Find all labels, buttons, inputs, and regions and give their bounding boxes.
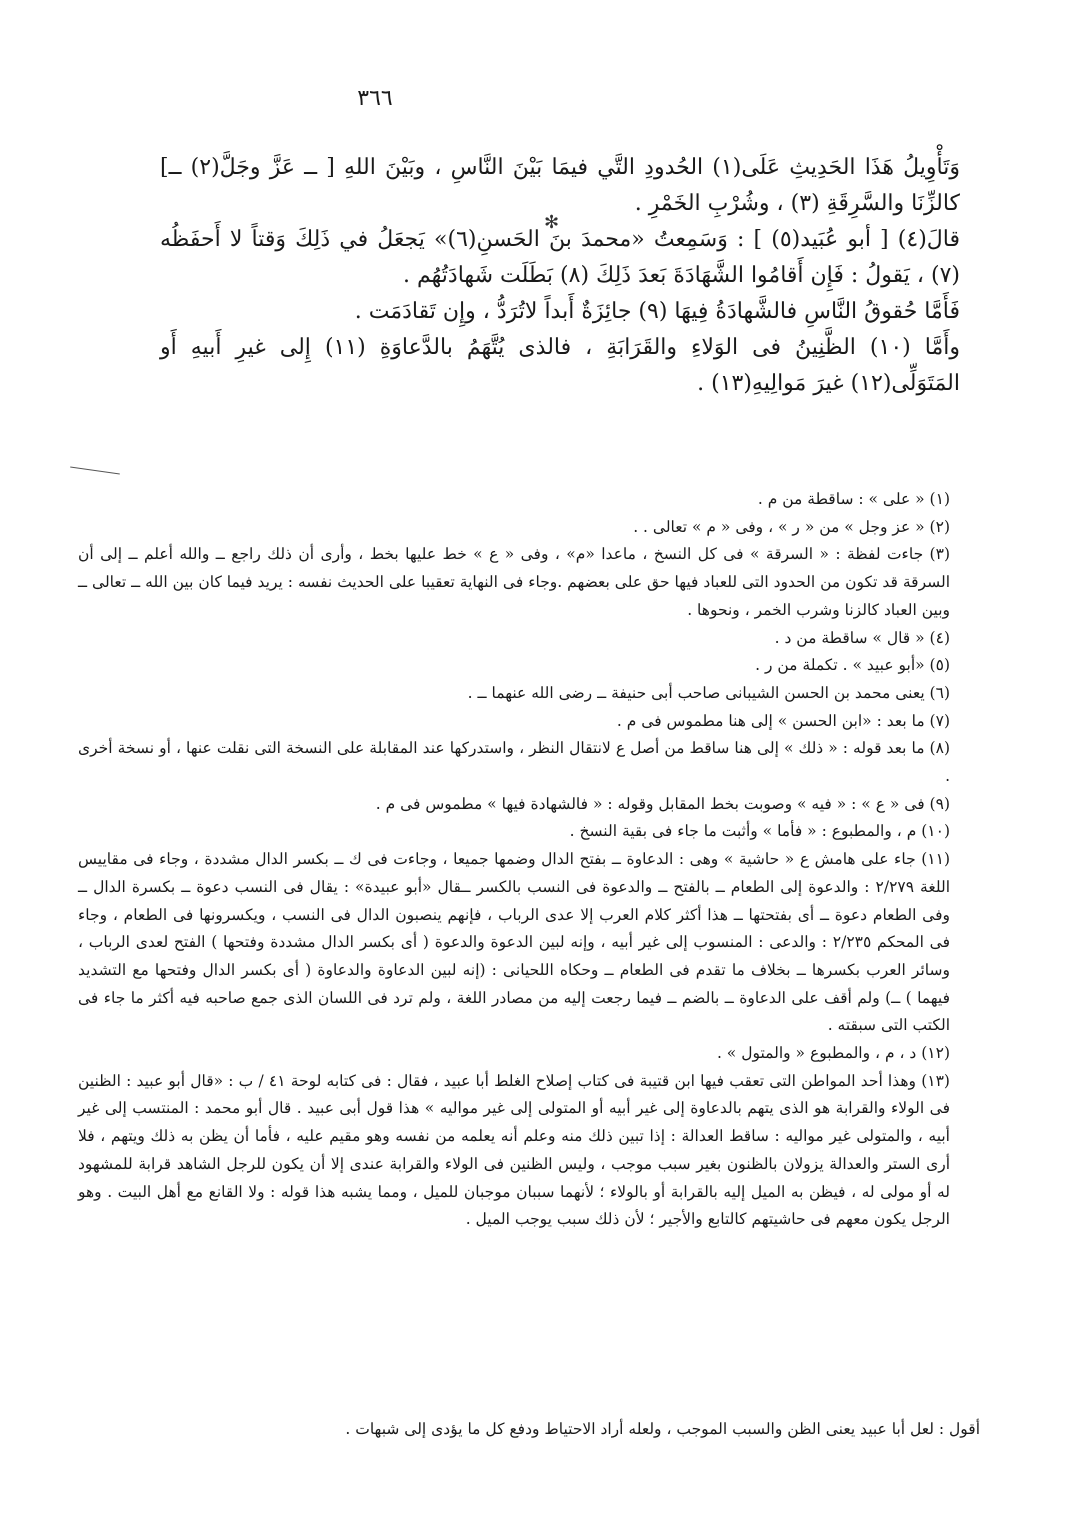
main-text: [160, 150, 960, 402]
footnote: (٩) فى « ع » : « فيه » وصوبت بخط المقابل وقوله : « فالشهادة فيها » مطموس فى م .: [375, 794, 950, 813]
footnote: (٦) يعنى محمد بن الحسن الشيبانى صاحب أبى حنيفة ــ رضى الله عنهما ــ .: [467, 683, 950, 702]
footnote: (٣) جاءت لفظة : « السرقة » فى كل النسخ ، ماعدا «م» ، وفى « ع » خط عليها بخط ، وأرى أن ذلك راجع ــ والله أعلم ــ إلى أن السرقة قد تكون من الحدود التى للعباد فيها حق على بعضهم .وجاء فى النهاية تعقيبا على الحديث نفسه : يريد فيما كان بين الله ــ تعالى ــ وبين العباد كالزنا وشرب الخمر ، ونحوها .: [78, 545, 950, 619]
footnote: (٥) «أبو عبيد » . تكملة من ر .: [755, 656, 950, 675]
footnote: (١٢) د ، م ، والمطبوع « والمتول » .: [716, 1044, 950, 1063]
footnote: (١١) جاء على هامش ع « حاشية » وهى : الدعاوة ــ بفتح الدال وضمها جميعا ، وجاءت فى ك ــ بكسر الدال مشددة ، وجاء فى مقاييس اللغة ٢/٢٧٩ : والدعوة إلى الطعام ــ بالفتح ــ والدعوة فى النسب بالكسر ــقال «أبو عبيدة» : يقال فى النسب دعوة ــ بكسرة الدال ــ وفى الطعام دعوة ــ أى بفتحتها ــ هذا أكثر كلام العرب إلا عدى الرباب ، فإنهم ينصبون الدال فى النسب ، ويكسرونها فى الطعام ، وجاء فى المحكم ٢/٢٣٥ : والدعى : المنسوب إلى غير أبيه ، وإنه لبين الدعوة والدعوة ( أى بكسر الدال مشددة وفتحها ) الفتح لعدى الرباب ، وسائر العرب بكسرها ــ بخلاف ما تقدم فى الطعام ــ وحكاه اللحيانى : (إنه لبين الدعاوة والدعاوة ( أى بكسر الدال وفتحها مع التشديد فيهما ) ــ) ولم أقف على الدعاوة ــ بالضم ــ فيما رجعت إليه من مصادر اللغة ، ولم ترد فى اللسان الذى جمع صاحبه فيه أكثر ما جاء فى الكتب التى سبقته .: [78, 850, 951, 1035]
footnote: (٧) ما بعد : «ابن الحسن » إلى هنا مطموس فى م .: [616, 711, 950, 730]
main-paragraph: وَتَأْوِيلُ هَذَا الحَدِيثِ عَلَى(١) الحُدودِ التَّي فيمَا بَيْنَ النَّاسِ ، وبَيْنَ اللهِ [ ــ عَزَّ وجَلَّ(٢) ــ] كالزِّنَا والسَّرِقَةِ (٣) ، وشُرْبِ الخَمْرِ .: [160, 155, 960, 216]
asterisk-mark: ✻: [544, 212, 560, 233]
main-paragraph: وأَمَّا (١٠) الظَّنِينُ فى الوَلاءِ والقَرَابَةِ ، فالذى يُتَّهَمُ بالدَّعاوَةِ (١١) إِلى غيرِ أَبيهِ أَو المَتَوَلِّى(١٢) غيرَ مَوالِيهِ(١٣) .: [160, 335, 960, 396]
main-paragraph: فَأَمَّا حُقوقُ النَّاسِ فالشَّهادَةُ فِيهَا (٩) جائِزَةٌ أَبداً لاتُرَدُّ ، وإِن تَقادَمَت .: [354, 299, 960, 324]
page-number: ٣٦٦: [357, 86, 393, 111]
footnote-divider: [70, 467, 120, 475]
footnotes: [78, 486, 990, 1234]
footnote: (١) « على » : ساقطة من م .: [757, 490, 950, 508]
footnote: (٤) « قال » ساقطة من د .: [774, 628, 950, 647]
footnote: (٨) ما بعد قوله : « ذلك » إلى هنا ساقط من أصل ع لانتقال النظر ، واستدركها عند المقابلة على النسخة التى نقلت عنها ، أو نسخة أخرى .: [78, 739, 950, 786]
footnote: (١٠) م ، والمطبوع : « فأما » وأثبت ما جاء فى بقية النسخ .: [569, 822, 950, 841]
footnote: (٢) « عز وجل » من « ر » ، وفى « م » تعالى . .: [633, 517, 950, 536]
footnote: (١٣) وهذا أحد المواطن التى تعقب فيها ابن قتيبة فى كتاب إصلاح الغلط أبا عبيد ، فقال : فى كتابه لوحة ٤١ / ب : «قال أبو عبيد : الظنين فى الولاء والقرابة هو الذى يتهم بالدعاوة إلى غير أبيه أو المتولى إلى غير مواليه » هذا قول أبى عبيد . قال أبو محمد : المنتسب إلى غير أبيه ، والمتولى غير مواليه : ساقط العدالة : إذا تبين ذلك منه وعلم أنه يعلمه من نفسه وهو مقيم عليه ، فأما أن يظن به ذلك ويتهم ، فلا أرى الستر والعدالة يزولان بالظنون بغير سبب موجب ، وليس الظنين فى الولاء والقرابة عندى إلا أن يكون للرجل الشاهد قرابة للمشهود له أو مولى له ، فيظن به الميل إليه بالقرابة أو بالولاء ؛ لأنهما سببان موجبان للميل ، ومما يشبه هذا قوله : ولا القانع مع أهل البيت . وهو الرجل يكون معهم فى حاشيتهم كالتابع والأجير ؛ لأن ذلك سبب يوجب الميل .: [78, 1071, 950, 1229]
closing-note: أقول : لعل أبا عبيد يعنى الظن والسبب الموجب ، ولعله أراد الاحتياط ودفع كل ما يؤدى إلى شبهات .: [345, 1420, 980, 1438]
main-paragraph: قالَ(٤) [ أبو عُبَيد(٥) ] : وَسَمِعتُ «محمدَ بنَ الحَسنِ(٦)» يَجعَلُ في ذَلِكَ وَقتاً لا أَحفَظُه (٧) ، يَقولُ : فَإِن أَقامُوا الشَّهَادَةَ بَعدَ ذَلِكَ (٨) بَطَلَت شَهادَتُهُم .: [160, 227, 960, 288]
